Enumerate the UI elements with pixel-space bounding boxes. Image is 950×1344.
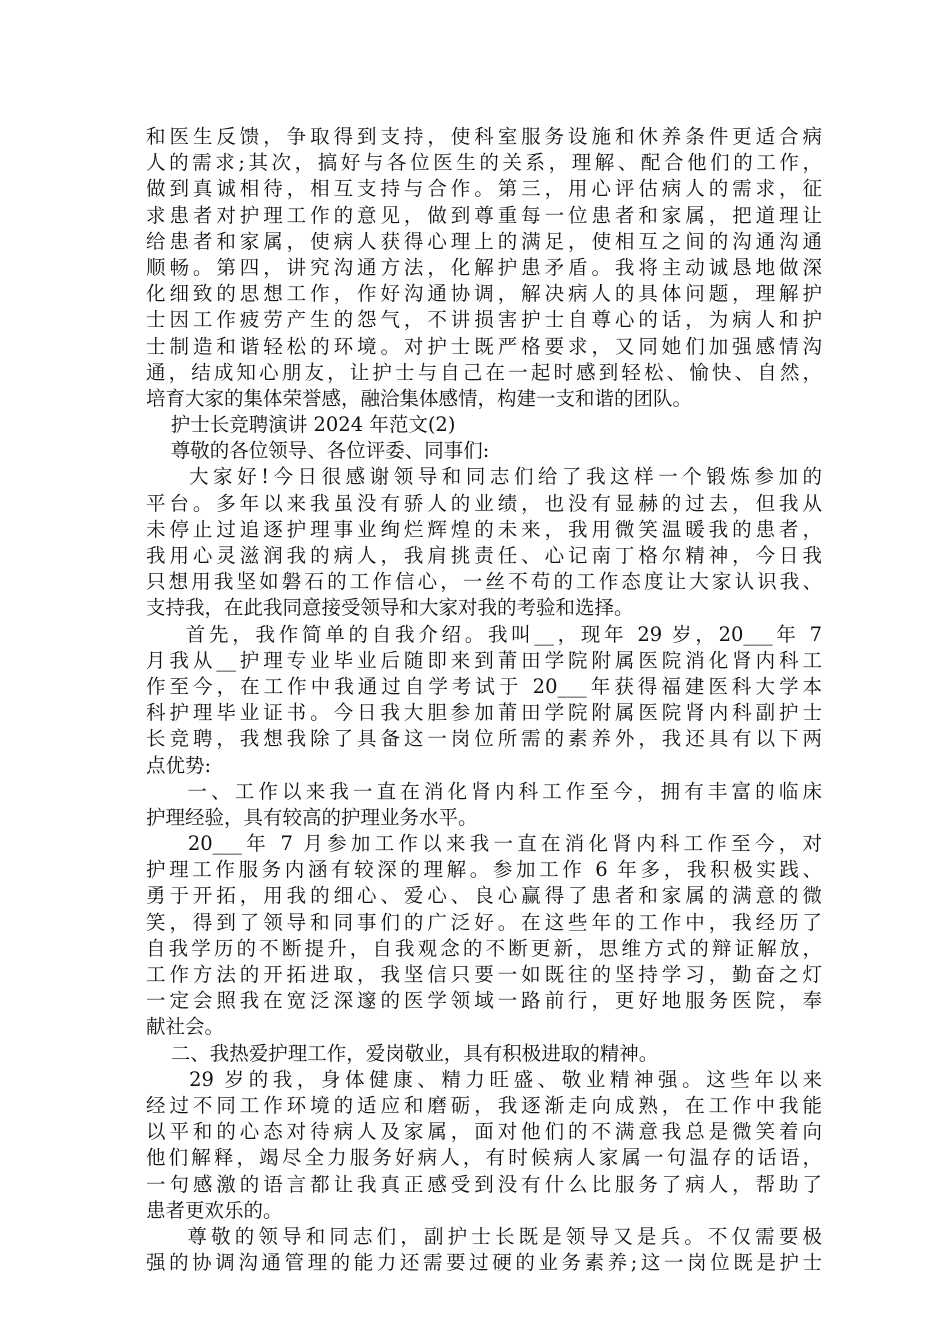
text-line: 化细致的思想工作，作好沟通协调，解决病人的具体问题，理解护 [146,282,822,306]
text-line: 大家好!今日很感谢领导和同志们给了我这样一个锻炼参加的 [146,465,822,489]
text-line: 我用心灵滋润我的病人，我肩挑责任、心记南丁格尔精神，今日我 [146,544,822,567]
text-line: 做到真诚相待，相互支持与合作。第三，用心评估病人的需求，征 [146,177,822,201]
text-line: 一、工作以来我一直在消化肾内科工作至今，拥有丰富的临床 [146,779,822,803]
text-line: 支持我，在此我同意接受领导和大家对我的考验和选择。 [146,596,634,620]
text-line: 工作方法的开拓进取，我坚信只要一如既往的坚持学习，勤奋之灯 [146,963,822,986]
text-line: 平台。多年以来我虽没有骄人的业绩，也没有显赫的过去，但我从 [146,491,822,515]
text-line: 给患者和家属，使病人获得心理上的满足，使相互之间的沟通沟通 [146,229,822,253]
document-body [146,124,822,1276]
text-line: 笑，得到了领导和同事们的广泛好。在这些年的工作中，我经历了 [146,910,822,934]
text-line: 29 岁的我，身体健康、精力旺盛、敬业精神强。这些年以来 [146,1067,822,1091]
text-line: 通，结成知心朋友，让护士与自己在一起时感到轻松、愉快、自然， [146,360,822,384]
text-line: 长竞聘，我想我除了具备这一岗位所需的素养外，我还具有以下两 [146,727,822,751]
text-line: 他们解释，竭尽全力服务好病人，有时候病人家属一句温存的话语， [146,1146,822,1170]
text-line: 护理经验，具有较高的护理业务水平。 [146,805,478,829]
text-line: 和医生反馈，争取得到支持，使科室服务设施和休养条件更适合病 [146,125,822,148]
text-line: 培育大家的集体荣誉感，融洽集体感情，构建一支和谐的团队。 [146,386,693,410]
text-line: 二、我热爱护理工作，爱岗敬业，具有积极进取的精神。 [146,1041,659,1065]
text-line: 士因工作疲劳产生的怨气，不讲损害护士自尊心的话，为病人和护 [146,308,822,332]
text-line: 一定会照我在宽泛深邃的医学领域一路前行，更好地服务医院，奉 [146,989,822,1013]
text-line: 患者更欢乐的。 [146,1198,283,1222]
text-line: 作至今，在工作中我通过自学考试于 20___年获得福建医科大学本 [146,674,822,698]
text-line: 强的协调沟通管理的能力还需要过硬的业务素养;这一岗位既是护士 [146,1251,822,1275]
section-heading: 护士长竞聘演讲 2024 年范文(2) [146,413,456,437]
salutation: 尊敬的各位领导、各位评委、同事们: [146,439,490,463]
text-line: 一句感激的语言都让我真正感受到没有什么比服务了病人，帮助了 [146,1172,822,1196]
text-line: 勇于开拓，用我的细心、爱心、良心赢得了患者和家属的满意的微 [146,884,822,908]
text-line: 尊敬的领导和同志们，副护士长既是领导又是兵。不仅需要极 [146,1224,822,1248]
text-line: 20___年 7 月参加工作以来我一直在消化肾内科工作至今，对 [146,832,822,856]
text-line: 只想用我坚如磐石的工作信心，一丝不苟的工作态度让大家认识我、 [146,570,822,594]
text-line: 士制造和谐轻松的环境。对护士既严格要求，又同她们加强感情沟 [146,334,822,358]
text-line: 首先，我作简单的自我介绍。我叫__，现年 29 岁，20___年 7 [146,622,822,646]
text-line: 人的需求;其次，搞好与各位医生的关系，理解、配合他们的工作， [146,151,822,175]
text-line: 献社会。 [146,1015,225,1039]
text-line: 求患者对护理工作的意见，做到尊重每一位患者和家属，把道理让 [146,203,822,227]
text-line: 点优势: [146,753,212,777]
text-line: 科护理毕业证书。今日我大胆参加莆田学院附属医院肾内科副护士 [146,701,822,725]
text-line: 自我学历的不断提升，自我观念的不断更新，思维方式的辩证解放， [146,936,822,960]
text-line: 以平和的心态对待病人及家属，面对他们的不满意我总是微笑着向 [146,1120,822,1144]
text-line: 护理工作服务内涵有较深的理解。参加工作 6 年多，我积极实践、 [146,858,822,882]
text-line: 未停止过追逐护理事业绚烂辉煌的未来，我用微笑温暖我的患者， [146,517,822,541]
text-line: 月我从__护理专业毕业后随即来到莆田学院附属医院消化肾内科工 [146,648,822,672]
text-line: 经过不同工作环境的适应和磨砺，我逐渐走向成熟，在工作中我能 [146,1093,822,1117]
text-line: 顺畅。第四，讲究沟通方法，化解护患矛盾。我将主动诚恳地做深 [146,255,822,279]
